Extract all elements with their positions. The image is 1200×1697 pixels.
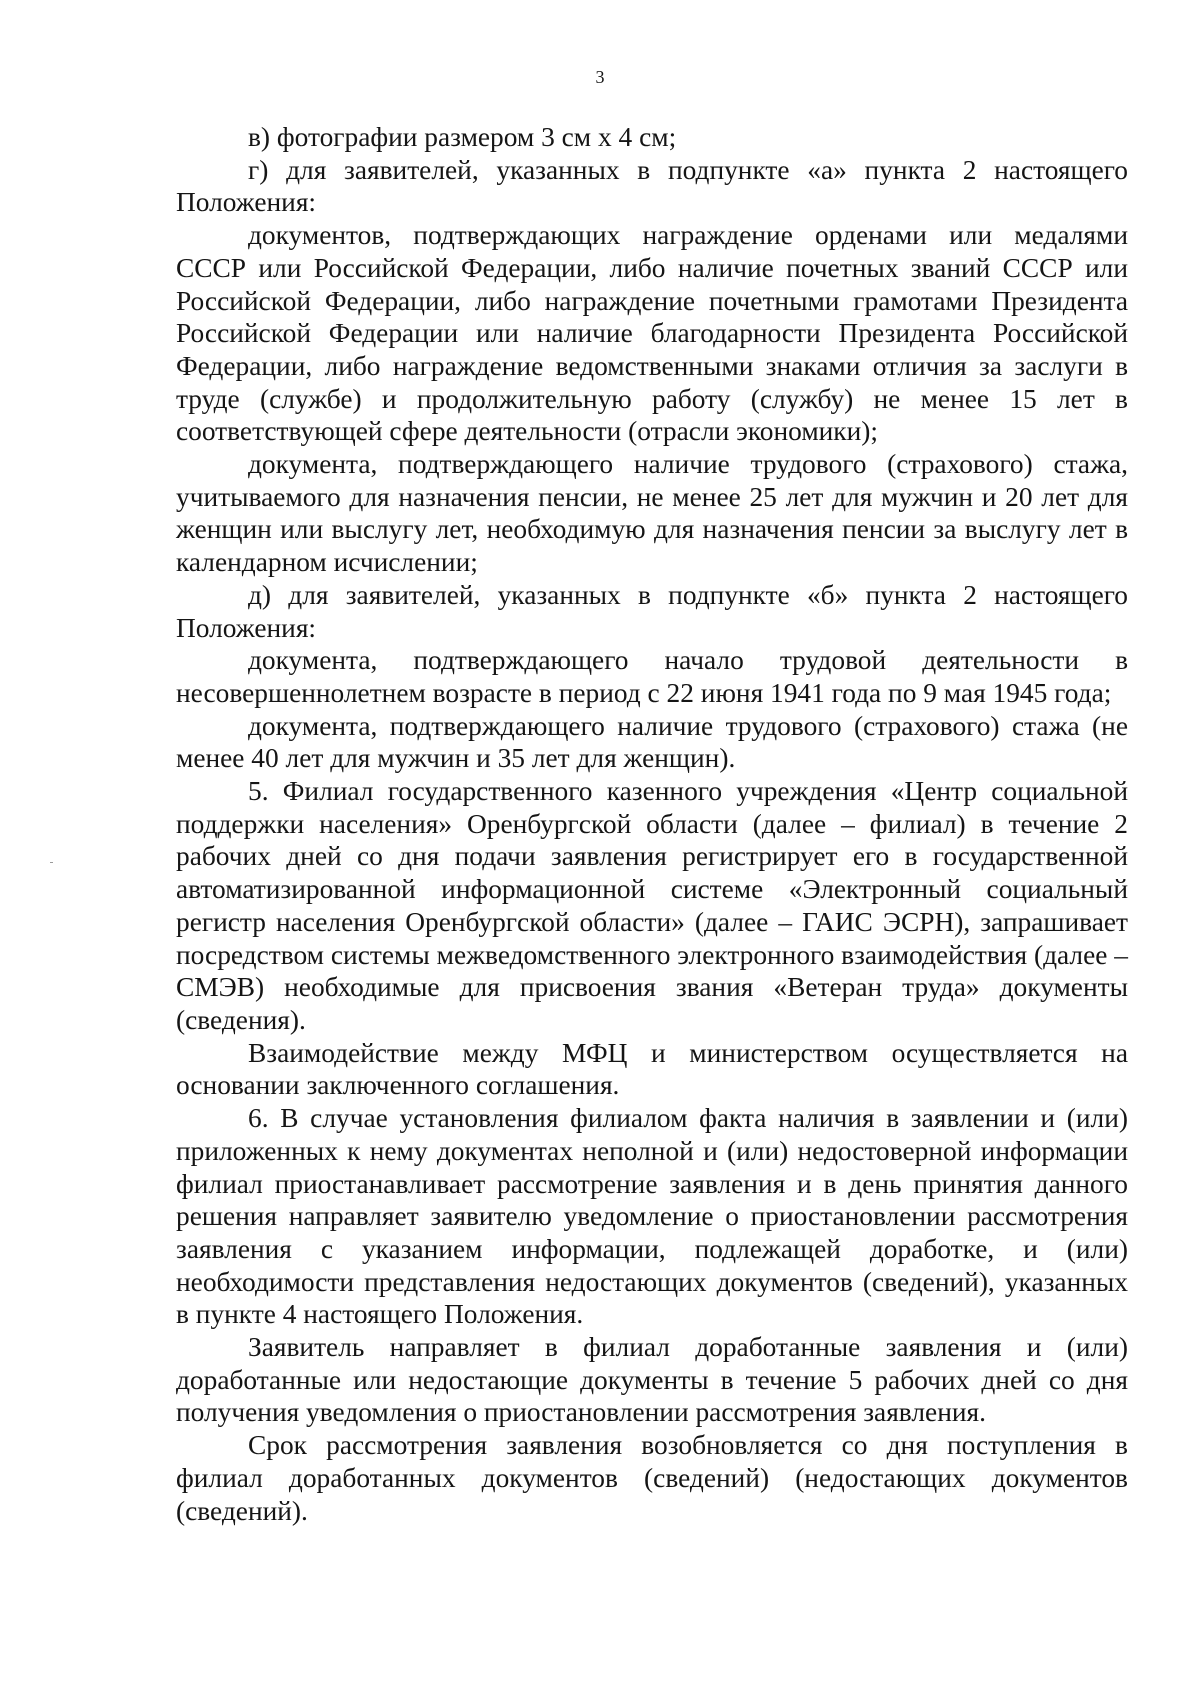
page-number: 3	[595, 67, 605, 87]
paragraph-clause-6: 6. В случае установления филиалом факта наличия в заявлении и (или) приложенных к нему документах неполной и (или) недостоверной информации филиал приостанавливает рассмотрение заявления и в день принятия данного решения направляет заявителю уведомление о приостановлении рассмотрения заявления с указанием информации, подлежащей доработке, и (или) необходимости представления недостающих документов (сведений), указанных в пункте 4 настоящего Положения.	[176, 1103, 1128, 1330]
paragraph-item-g: г) для заявителей, указанных в подпункте «а» пункта 2 настоящего Положения:	[176, 154, 1128, 218]
paragraph-review-resumption: Срок рассмотрения заявления возобновляется со дня поступления в филиал доработанных документов (сведений) (недостающих документов (сведений).	[176, 1430, 1128, 1526]
paragraph-wartime-work-start: документа, подтверждающего начало трудовой деятельности в несовершеннолетнем возрасте в период с 22 июня 1941 года по 9 мая 1945 года;	[176, 645, 1128, 708]
scan-artifact	[50, 862, 53, 863]
paragraph-item-d: д) для заявителей, указанных в подпункте «б» пункта 2 настоящего Положения:	[176, 579, 1128, 643]
paragraph-mfc-interaction: Взаимодействие между МФЦ и министерством осуществляется на основании заключенного соглашения.	[176, 1037, 1128, 1101]
paragraph-work-experience-40-35: документа, подтверждающего наличие трудового (страхового) стажа (не менее 40 лет для мужчин и 35 лет для женщин).	[176, 710, 1128, 774]
paragraph-item-v: в) фотографии размером 3 см х 4 см;	[248, 122, 677, 152]
paragraph-awards-documents: документов, подтверждающих награждение орденами или медалями СССР или Российской Федерации, либо наличие почетных званий СССР или Российской Федерации, либо награждение почетными грамотами Президента Российской Федерации или наличие благодарности Президента Российской Федерации, либо награждение ведомственными знаками отличия за заслуги в труде (службе) и продолжительную работу (службу) не менее 15 лет в соответствующей сфере деятельности (отрасли экономики);	[176, 220, 1128, 447]
paragraph-work-experience-25-20: документа, подтверждающего наличие трудового (страхового) стажа, учитываемого для назначения пенсии, не менее 25 лет для мужчин и 20 лет для женщин или выслугу лет, необходимую для назначения пенсии за выслугу лет в календарном исчислении;	[176, 449, 1128, 578]
document-body	[176, 121, 1128, 1527]
paragraph-applicant-resubmission: Заявитель направляет в филиал доработанные заявления и (или) доработанные или недостающие документы в течение 5 рабочих дней со дня получения уведомления о приостановлении рассмотрения заявления.	[176, 1332, 1128, 1428]
paragraph-clause-5: 5. Филиал государственного казенного учреждения «Центр социальной поддержки населения» Оренбургской области (далее – филиал) в течение 2 рабочих дней со дня подачи заявления регистрирует его в государственной автоматизированной информационной системе «Электронный социальный регистр населения Оренбургской области» (далее – ГАИС ЭСРН), запрашивает посредством системы межведомственного электронного взаимодействия (далее – СМЭВ) необходимые для присвоения звания «Ветеран труда» документы (сведения).	[176, 776, 1128, 1035]
